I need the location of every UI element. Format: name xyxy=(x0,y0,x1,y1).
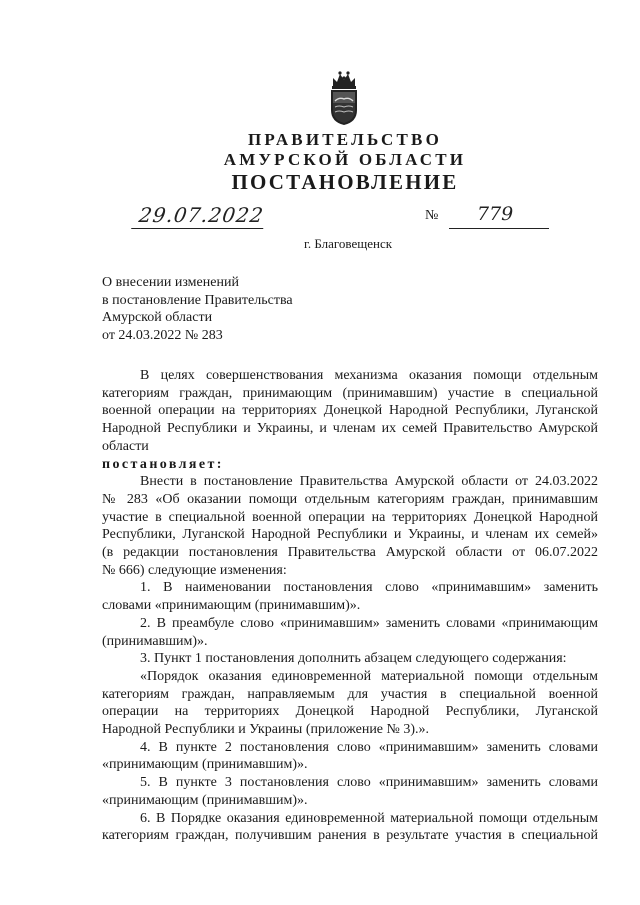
subject-line: от 24.03.2022 № 283 xyxy=(102,327,223,343)
quote-line: категориям граждан, направляемым для участия в специальной военной xyxy=(102,686,598,702)
body-line: (в редакции постановления Правительства Амурской области от 06.07.2022 xyxy=(102,545,598,561)
item-4-line: 4. В пункте 2 постановления слово «принимавшим» заменить словами xyxy=(140,739,598,755)
subject-line: в постановление Правительства xyxy=(102,292,293,308)
document-type-title: ПОСТАНОВЛЕНИЕ xyxy=(231,170,459,194)
government-name-line2: АМУРСКОЙ ОБЛАСТИ xyxy=(223,150,467,169)
quote-line: «Порядок оказания единовременной материальной помощи отдельным xyxy=(140,668,598,684)
item-2-line: (принимавшим)». xyxy=(102,633,208,649)
body-line: категориям граждан, принимающим (принимавшим) участие в специальной xyxy=(102,385,598,401)
body-line: В целях совершенствования механизма оказания помощи отдельным xyxy=(140,368,598,383)
item-4-line: «принимающим (принимавшим)». xyxy=(102,757,308,773)
subject-line: О внесении изменений xyxy=(102,275,239,290)
item-6-line: 6. В Порядке оказания единовременной материальной помощи отдельным xyxy=(140,810,598,826)
coat-of-arms-icon xyxy=(327,70,361,126)
subject-line: Амурской области xyxy=(102,310,213,326)
body-line: № 283 «Об оказании помощи отдельным категориям граждан, принимавшим xyxy=(102,491,598,507)
item-3-line: 3. Пункт 1 постановления дополнить абзацем следующего содержания: xyxy=(140,651,567,667)
quote-line: Народной Республики и Украины (приложение № 3).». xyxy=(102,722,430,738)
document-date: 29.07.2022 xyxy=(131,203,267,229)
body-line: Республики, Луганской Народной Республики и Украины, и членам их семей» xyxy=(102,527,598,543)
body-line: области xyxy=(102,438,149,454)
quote-line: операции на территориях Донецкой Народной Республики, Луганской xyxy=(102,704,598,720)
item-2-line: 2. В преамбуле слово «принимавшим» заменить словами «принимающим xyxy=(140,615,598,631)
number-label: № xyxy=(425,208,439,223)
decree-word: постановляет: xyxy=(102,456,224,472)
body-line: № 666) следующие изменения: xyxy=(102,562,287,578)
item-1-line: 1. В наименовании постановления слово «принимавшим» заменить xyxy=(140,580,598,596)
document-number: 779 xyxy=(449,203,549,229)
city: г. Благовещенск xyxy=(303,236,393,251)
body-line: Внести в постановление Правительства Амурской области от 24.03.2022 xyxy=(140,474,598,490)
item-6-line: категориям граждан, получившим ранения в результате участия в специальной xyxy=(102,828,598,844)
document-body xyxy=(102,367,598,845)
government-name-line1: ПРАВИТЕЛЬСТВО xyxy=(248,130,442,149)
item-1-line: словами «принимающим (принимавшим)». xyxy=(102,598,361,614)
item-5-line: 5. В пункте 3 постановления слово «принимавшим» заменить словами xyxy=(140,775,598,791)
document-subject xyxy=(102,274,293,344)
body-line: участие в специальной военной операции на территориях Донецкой Народной xyxy=(102,509,598,525)
item-5-line: «принимающим (принимавшим)». xyxy=(102,792,308,808)
body-line: Народной Республики и Украины, и членам их семей Правительство Амурской xyxy=(102,421,598,437)
body-line: военной операции на территориях Донецкой Народной Республики, Луганской xyxy=(102,403,598,419)
